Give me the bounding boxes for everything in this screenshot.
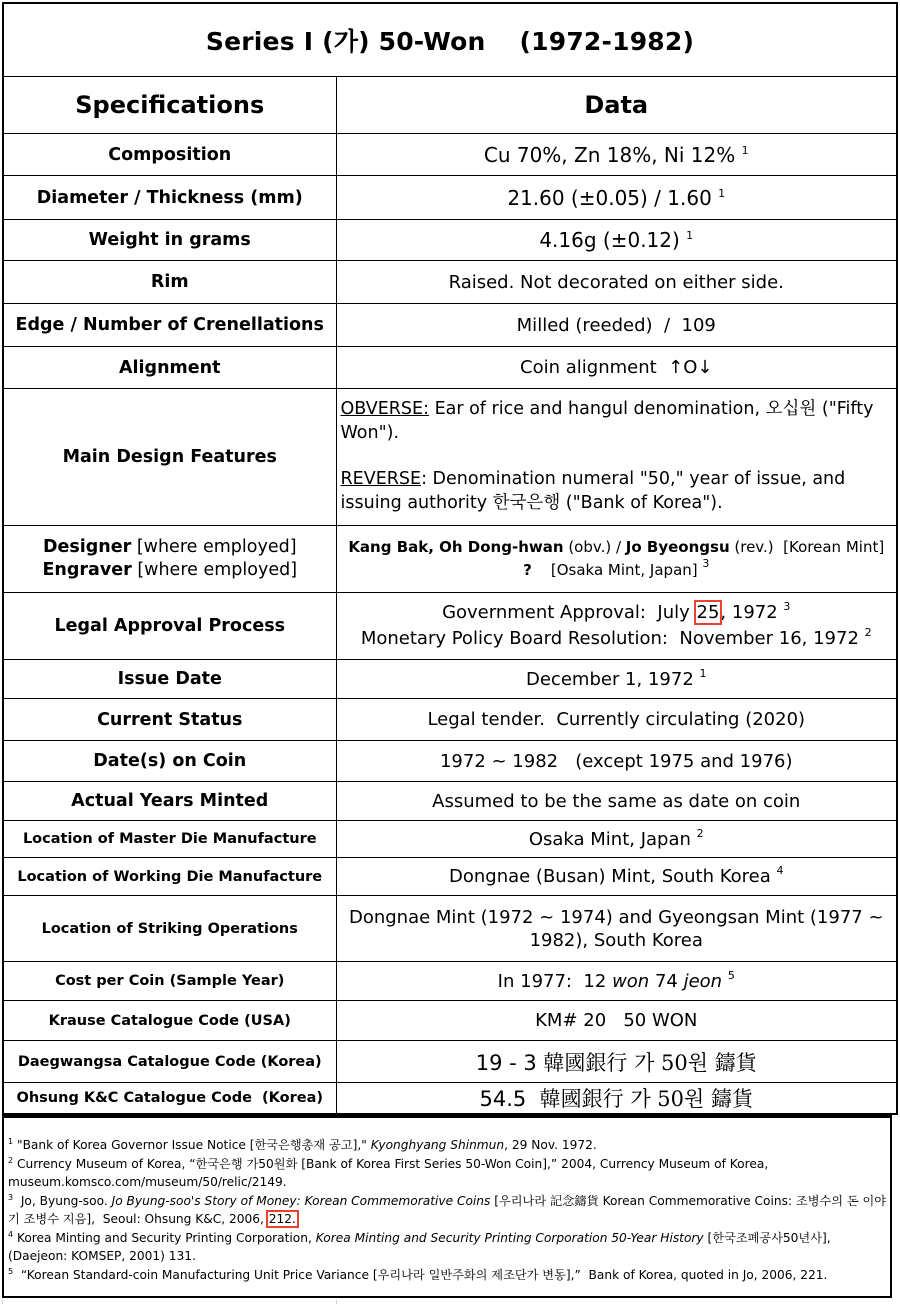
footnote-5 (8, 1266, 890, 1285)
ohsung-code: 54.5 (479, 1087, 527, 1111)
title-years: (1972-1982) (519, 27, 695, 56)
designer-names: Kang Bak, Oh Dong-hwan (348, 538, 564, 556)
row-label: Actual Years Minted (3, 782, 336, 821)
footnote-ref[interactable]: 1 (741, 143, 749, 157)
obverse-text: Ear of rice and hangul denomination, 오십원 ("Fifty Won"). (340, 399, 874, 443)
footnote-ref[interactable]: 2 (696, 826, 704, 840)
row-value: Dongnae Mint (1972 ~ 1974) and Gyeongsan Mint (1977 ~ 1982), South Korea (336, 896, 897, 962)
footnote-ref[interactable]: 1 (699, 666, 707, 680)
footnote-text: Korea Minting and Security Printing Corporation, (13, 1230, 316, 1245)
board-resolution: Monetary Policy Board Resolution: November 16, 1972 (360, 628, 859, 649)
grid-divider (336, 1300, 337, 1304)
engraver-name: ? (523, 561, 532, 579)
row-value (336, 858, 897, 896)
designer-rev: (rev.) [Korean Mint] (729, 538, 885, 556)
footnote-text: [한국조폐공사50년사], (Daejeon: KOMSEP, 2001) 131. (8, 1230, 831, 1263)
footnote-italic: Jo Byung-soo's Story of Money: Korean Commemorative Coins (111, 1193, 491, 1208)
cost-won-unit: won (612, 970, 650, 992)
page-title (3, 3, 897, 77)
footnote-text: Jo, Byung-soo. (13, 1193, 112, 1208)
designer-label-suffix: [where employed] (131, 537, 297, 557)
footnote-number: 3 (8, 1192, 14, 1202)
footnote-number: 4 (8, 1229, 14, 1239)
row-label: Location of Master Die Manufacture (3, 821, 336, 858)
ohsung-text: 韓國銀行 가 50원 鑄貨 (526, 1087, 753, 1111)
footnote-4 (8, 1229, 890, 1266)
weight-value: 4.16g (±0.12) (539, 228, 680, 252)
footnote-text: Currency Museum of Korea, “한국은행 가50원화 [Bank of Korea First Series 50-Won Coin],” 2004, Currency Museum of Korea, museum.komsco.com/museum/50/relic/2149. (8, 1156, 769, 1189)
row-label: Alignment (3, 347, 336, 389)
footnotes (2, 1115, 892, 1298)
footnote-text: “Korean Standard-coin Manufacturing Unit Price Variance [우리나라 일반주화의 제조단가 변동],” Bank of Korea, quoted in Jo, 2006, 221. (13, 1267, 828, 1282)
footnote-ref[interactable]: 1 (718, 186, 726, 200)
row-value: 1972 ~ 1982 (except 1975 and 1976) (336, 741, 897, 782)
working-die-value: Dongnae (Busan) Mint, South Korea (448, 866, 771, 887)
row-value (336, 593, 897, 660)
footnote-2 (8, 1155, 890, 1192)
row-label: Krause Catalogue Code (USA) (3, 1001, 336, 1041)
footnote-ref[interactable]: 2 (864, 626, 872, 639)
engraver-label-suffix: [where employed] (131, 560, 298, 580)
footnote-3 (8, 1192, 890, 1229)
table-row (3, 1001, 897, 1041)
row-value (336, 1041, 897, 1083)
table-row (3, 741, 897, 782)
specifications-table (2, 2, 898, 1115)
table-row (3, 1041, 897, 1083)
row-label: Daegwangsa Catalogue Code (Korea) (3, 1041, 336, 1083)
row-label: Location of Working Die Manufacture (3, 858, 336, 896)
row-label: Issue Date (3, 660, 336, 699)
footnote-text: , 29 Nov. 1972. (504, 1138, 597, 1152)
footnote-ref[interactable]: 3 (783, 600, 791, 613)
reverse-text: : Denomination numeral "50," year of issue, and issuing authority 한국은행 ("Bank of Korea"). (340, 469, 846, 513)
table-row (3, 821, 897, 858)
reverse-label: REVERSE (340, 469, 422, 489)
row-label: Cost per Coin (Sample Year) (3, 962, 336, 1001)
row-label (3, 526, 336, 593)
header-data: Data (336, 77, 897, 134)
row-value (336, 134, 897, 176)
diameter-value: 21.60 (±0.05) / 1.60 (507, 185, 712, 210)
design-features (336, 389, 897, 526)
gov-approval-prefix: Government Approval: July (442, 602, 696, 623)
table-row (3, 782, 897, 821)
row-value: Coin alignment ↑O↓ (336, 347, 897, 389)
row-label: Diameter / Thickness (mm) (3, 176, 336, 220)
highlighted-page: 212. (268, 1212, 296, 1226)
designer-label: Designer (42, 537, 132, 557)
title-name: Series I (가) 50-Won (205, 27, 486, 56)
table-row (3, 176, 897, 220)
table-row (3, 858, 897, 896)
footnote-italic: Korea Minting and Security Printing Corporation 50-Year History (315, 1230, 704, 1245)
footnote-1 (8, 1136, 890, 1155)
row-label: Location of Striking Operations (3, 896, 336, 962)
table-row (3, 347, 897, 389)
row-value: Milled (reeded) / 109 (336, 304, 897, 347)
row-label: Weight in grams (3, 220, 336, 261)
table-row (3, 134, 897, 176)
footnote-ref[interactable]: 3 (702, 557, 710, 570)
obverse-label: OBVERSE: (340, 399, 429, 419)
footnote-ref[interactable]: 4 (776, 864, 784, 877)
table-row (3, 261, 897, 304)
header-row (3, 77, 897, 134)
row-value: Assumed to be the same as date on coin (336, 782, 897, 821)
table-row (3, 1083, 897, 1115)
header-specifications: Specifications (3, 77, 336, 134)
table-row (3, 699, 897, 741)
row-label: Composition (3, 134, 336, 176)
cost-mid: 74 (649, 970, 684, 992)
engraver-label: Engraver (42, 560, 132, 580)
row-label: Current Status (3, 699, 336, 741)
table-row (3, 962, 897, 1001)
engraver-place: [Osaka Mint, Japan] (531, 561, 698, 579)
gov-approval-suffix: , 1972 (720, 602, 778, 623)
title-row (3, 3, 897, 77)
obverse-description (341, 397, 889, 445)
row-value: Legal tender. Currently circulating (2020) (336, 699, 897, 741)
row-value (336, 220, 897, 261)
cost-prefix: In 1977: 12 (497, 970, 613, 992)
table-row (3, 220, 897, 261)
coin-spec-sheet (2, 2, 896, 1298)
row-value (336, 962, 897, 1001)
footnote-text: "Bank of Korea Governor Issue Notice [한국은행총재 공고]," (13, 1138, 371, 1152)
row-label: Date(s) on Coin (3, 741, 336, 782)
issue-date-value: December 1, 1972 (526, 668, 694, 690)
daegwangsa-code: 19 - 3 (475, 1050, 537, 1075)
composition-value: Cu 70%, Zn 18%, Ni 12% (483, 142, 736, 167)
grid-lines-below (2, 1300, 897, 1304)
row-label: Edge / Number of Crenellations (3, 304, 336, 347)
master-die-value: Osaka Mint, Japan (528, 828, 691, 850)
highlighted-day: 25 (696, 602, 720, 623)
table-row (3, 593, 897, 660)
row-label: Main Design Features (3, 389, 336, 526)
row-label: Ohsung K&C Catalogue Code (Korea) (3, 1083, 336, 1115)
row-value (336, 821, 897, 858)
table-row (3, 389, 897, 526)
footnote-ref[interactable]: 1 (686, 229, 694, 242)
row-value (336, 1083, 897, 1115)
row-label: Legal Approval Process (3, 593, 336, 660)
table-row (3, 304, 897, 347)
footnote-italic: Kyonghyang Shinmun (370, 1138, 505, 1152)
reverse-description (341, 467, 889, 515)
row-value (336, 176, 897, 220)
row-value (336, 526, 897, 593)
footnote-number: 5 (8, 1266, 14, 1276)
table-row (3, 660, 897, 699)
cost-jeon-unit: jeon (683, 970, 723, 992)
table-row (3, 526, 897, 593)
row-value: KM# 20 50 WON (336, 1001, 897, 1041)
footnote-text: [우리나라 記念鑄貨 Korean Commemorative Coins: 조병수의 돈 이야기 조병수 지음], Seoul: Ohsung K&C, 2006, (8, 1193, 887, 1226)
footnote-ref[interactable]: 5 (727, 968, 735, 982)
table-row (3, 896, 897, 962)
footnote-number: 1 (8, 1137, 14, 1146)
footnote-number: 2 (8, 1155, 14, 1165)
row-label: Rim (3, 261, 336, 304)
designer-obv: (obv.) / (563, 538, 626, 556)
daegwangsa-text: 韓國銀行 가 50원 鑄貨 (536, 1050, 757, 1075)
row-value (336, 660, 897, 699)
designer-rev-name: Jo Byeongsu (625, 538, 730, 556)
row-value: Raised. Not decorated on either side. (336, 261, 897, 304)
